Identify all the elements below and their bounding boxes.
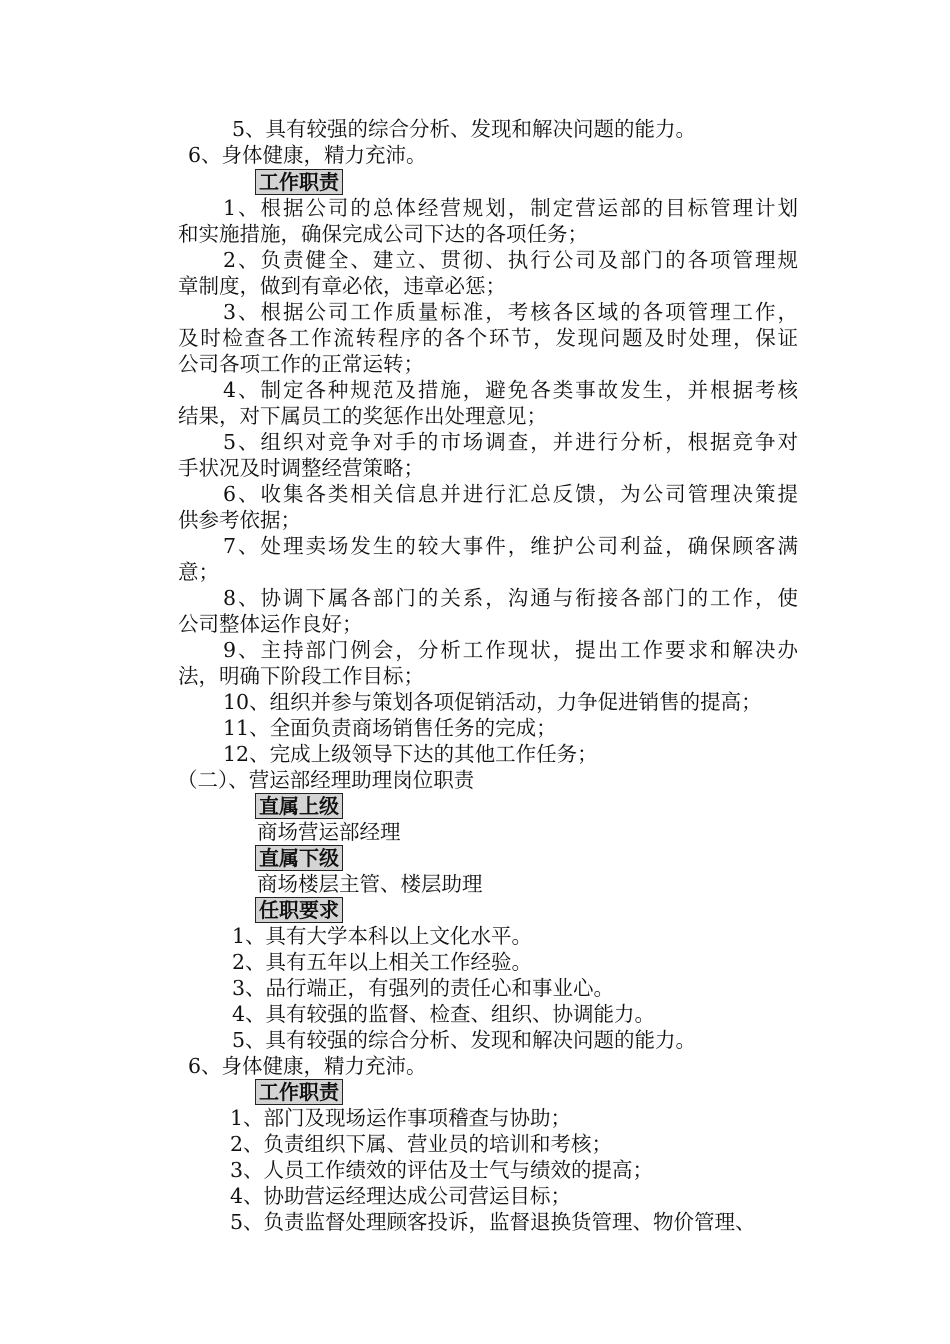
section-heading-subordinate: 直属下级 bbox=[255, 845, 343, 871]
duty-item: 3、人员工作绩效的评估及士气与绩效的提高； bbox=[230, 1158, 654, 1182]
requirement-item: 3、品行端正，有强列的责任心和事业心。 bbox=[232, 976, 615, 1000]
section-heading-duties: 工作职责 bbox=[255, 169, 343, 195]
duty-item: 2、负责组织下属、营业员的培训和考核； bbox=[230, 1132, 613, 1156]
duty-line: 4、制定各种规范及措施，避免各类事故发生，并根据考核 bbox=[223, 378, 798, 402]
duty-line: 供参考依据； bbox=[178, 508, 301, 532]
duty-item: 1、部门及现场运作事项稽查与协助； bbox=[230, 1106, 572, 1130]
section-title: （二）、营运部经理助理岗位职责 bbox=[177, 768, 475, 792]
requirement-item: 1、具有大学本科以上文化水平。 bbox=[232, 924, 533, 948]
duty-line: 1、根据公司的总体经营规划，制定营运部的目标管理计划 bbox=[223, 196, 798, 220]
duty-item: 5、负责监督处理顾客投诉，监督退换货管理、物价管理、 bbox=[230, 1210, 756, 1234]
duty-line: 6、收集各类相关信息并进行汇总反馈，为公司管理决策提 bbox=[223, 482, 798, 506]
duty-line: 11、全面负责商场销售任务的完成； bbox=[223, 716, 557, 740]
duty-line: 章制度，做到有章必依，违章必惩； bbox=[178, 274, 506, 298]
duty-line: 手状况及时调整经营策略； bbox=[178, 456, 424, 480]
duty-line: 12、完成上级领导下达的其他工作任务； bbox=[223, 742, 598, 766]
duty-line: 公司各项工作的正常运转； bbox=[178, 352, 424, 376]
requirement-5: 5、具有较强的综合分析、发现和解决问题的能力。 bbox=[232, 117, 697, 141]
duty-line: 意； bbox=[178, 560, 219, 584]
duty-line: 结果，对下属员工的奖惩作出处理意见； bbox=[178, 404, 547, 428]
duty-line: 5、组织对竞争对手的市场调查，并进行分析，根据竞争对 bbox=[223, 430, 798, 454]
duty-line: 3、根据公司工作质量标准，考核各区域的各项管理工作， bbox=[223, 300, 798, 324]
requirement-item: 4、具有较强的监督、检查、组织、协调能力。 bbox=[232, 1002, 656, 1026]
duty-line: 7、处理卖场发生的较大事件，维护公司利益，确保顾客满 bbox=[223, 534, 798, 558]
duty-line: 法，明确下阶段工作目标； bbox=[178, 664, 424, 688]
subordinate-text: 商场楼层主管、楼层助理 bbox=[257, 872, 483, 896]
duty-line: 9、主持部门例会，分析工作现状，提出工作要求和解决办 bbox=[223, 638, 798, 662]
requirement-item: 6、身体健康，精力充沛。 bbox=[188, 1054, 427, 1078]
duty-line: 10、组织并参与策划各项促销活动，力争促进销售的提高； bbox=[223, 690, 762, 714]
duty-line: 及时检查各工作流转程序的各个环节，发现问题及时处理，保证 bbox=[178, 326, 798, 350]
duty-line: 8、协调下属各部门的关系，沟通与衔接各部门的工作，使 bbox=[223, 586, 798, 610]
requirement-item: 5、具有较强的综合分析、发现和解决问题的能力。 bbox=[232, 1028, 697, 1052]
requirement-item: 2、具有五年以上相关工作经验。 bbox=[232, 950, 533, 974]
requirement-6: 6、身体健康，精力充沛。 bbox=[188, 143, 427, 167]
superior-text: 商场营运部经理 bbox=[257, 820, 401, 844]
section-heading-superior: 直属上级 bbox=[255, 793, 343, 819]
section-heading-requirements: 任职要求 bbox=[255, 897, 343, 923]
section-heading-duties-2: 工作职责 bbox=[255, 1079, 343, 1105]
duty-line: 公司整体运作良好； bbox=[178, 612, 363, 636]
duty-line: 和实施措施，确保完成公司下达的各项任务； bbox=[178, 222, 588, 246]
duty-item: 4、协助营运经理达成公司营运目标； bbox=[230, 1184, 572, 1208]
duty-line: 2、负责健全、建立、贯彻、执行公司及部门的各项管理规 bbox=[223, 248, 798, 272]
